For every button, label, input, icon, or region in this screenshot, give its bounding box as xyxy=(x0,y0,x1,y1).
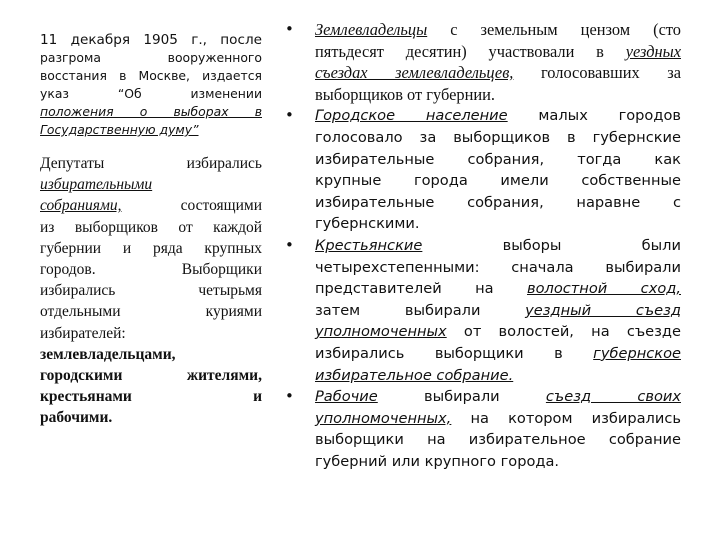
deputies-term: собраниями, xyxy=(40,197,122,215)
bullet-marker: • xyxy=(285,20,294,38)
bullet-line: выборщики на избирательное собрание xyxy=(315,431,681,449)
bullet-line xyxy=(315,105,681,127)
bullet-line xyxy=(315,408,681,430)
bullet-line xyxy=(315,300,681,322)
bullet-line xyxy=(315,62,681,84)
bullet-term: уполномоченных, xyxy=(315,409,452,427)
bullet-text: выборы были xyxy=(422,236,681,254)
bullet-term: уполномоченных xyxy=(315,323,447,341)
deputies-line: Депутаты избирались xyxy=(40,155,262,172)
bullet-term: уездных xyxy=(625,41,681,61)
bullet-line: избирательные собрания, наравне с xyxy=(315,193,681,211)
bullet-line xyxy=(315,321,681,343)
decree-paragraph xyxy=(40,31,262,139)
bullet-term: уездный съезд xyxy=(525,301,681,319)
decree-line: восстания в Москве, издается xyxy=(40,68,262,83)
bullet-term: Городское население xyxy=(315,107,508,125)
bullet-text: затем выбирали xyxy=(315,301,526,319)
curia-line: рабочими. xyxy=(40,409,113,427)
curia-line: землевладельцами, xyxy=(40,345,176,363)
bullet-text: голосовавших за xyxy=(513,63,681,83)
bullet-text: пятьдесят десятин) участвовали в xyxy=(315,41,626,61)
deputies-line: избирались четырьмя xyxy=(40,282,262,300)
bullet-line: голосовало за выборщиков в губернские xyxy=(315,128,681,146)
bullet-term: Рабочие xyxy=(315,388,378,406)
deputies-line: избирателей: xyxy=(40,324,126,342)
bullet-text: выбирали xyxy=(377,388,546,406)
bullet-line: губернскими. xyxy=(315,215,420,233)
bullet-line xyxy=(315,41,681,63)
bullet-term: Крестьянские xyxy=(315,236,423,254)
bullet-landowners xyxy=(283,19,681,105)
bullet-line: выборщиков от губернии. xyxy=(315,84,495,104)
bullet-line: крупные города имели собственные xyxy=(315,172,681,190)
bullet-term: Землевладельцы xyxy=(315,20,428,39)
decree-line: разгрома вооруженного xyxy=(40,50,262,65)
bullet-line xyxy=(315,343,681,365)
bullet-urban xyxy=(283,105,681,235)
bullet-term: губернское xyxy=(593,344,681,362)
bullet-line xyxy=(315,235,681,257)
bullet-line xyxy=(315,278,681,300)
bullet-term: волостной сход, xyxy=(527,280,681,298)
bullet-marker: • xyxy=(285,387,294,406)
bullet-peasants xyxy=(283,235,681,386)
bullet-text: на котором избирались xyxy=(451,409,681,427)
bullet-text: с земельным цензом (сто xyxy=(427,20,681,39)
bullet-marker: • xyxy=(285,106,294,125)
bullet-term: съездах землевладельцев, xyxy=(315,63,514,83)
deputies-line: губернии и ряда крупных xyxy=(40,239,262,257)
bullet-line xyxy=(315,19,681,41)
decree-line: 11 декабря 1905 г., после xyxy=(40,32,262,48)
bullet-text: избирались выборщики в xyxy=(315,344,594,362)
left-column xyxy=(40,31,262,429)
deputies-line: избирательными xyxy=(40,176,153,194)
bullet-line: избирательные собрания, тогда как xyxy=(315,150,681,168)
deputies-line: из выборщиков от каждой xyxy=(40,218,262,236)
deputies-line: отдельными куриями xyxy=(40,303,262,321)
bullet-line xyxy=(315,386,681,408)
curia-line: городскими жителями, xyxy=(40,367,262,385)
bullet-workers xyxy=(283,386,681,472)
right-column xyxy=(283,19,681,472)
bullet-line: губерний или крупного города. xyxy=(315,452,560,470)
bullet-text: малых городов xyxy=(507,107,681,125)
bullet-line: избирательное собрание. xyxy=(315,366,514,384)
bullet-marker: • xyxy=(285,235,294,254)
deputies-line xyxy=(40,195,262,216)
bullet-text: представителей на xyxy=(315,280,527,298)
decree-line: положения о выборах в xyxy=(40,104,262,119)
deputies-paragraph xyxy=(40,153,262,429)
bullet-text: от волостей, на съезде xyxy=(446,323,681,341)
bullet-line: четырехстепенными: сначала выбирали xyxy=(315,258,681,276)
decree-line: Государственную думу” xyxy=(40,122,199,137)
curia-line: крестьянами и xyxy=(40,388,262,406)
deputies-line: городов. Выборщики xyxy=(40,261,262,279)
deputies-text: состоящими xyxy=(121,197,262,215)
bullet-term: съезд своих xyxy=(545,388,681,406)
decree-line: указ “Об изменении xyxy=(40,86,262,101)
